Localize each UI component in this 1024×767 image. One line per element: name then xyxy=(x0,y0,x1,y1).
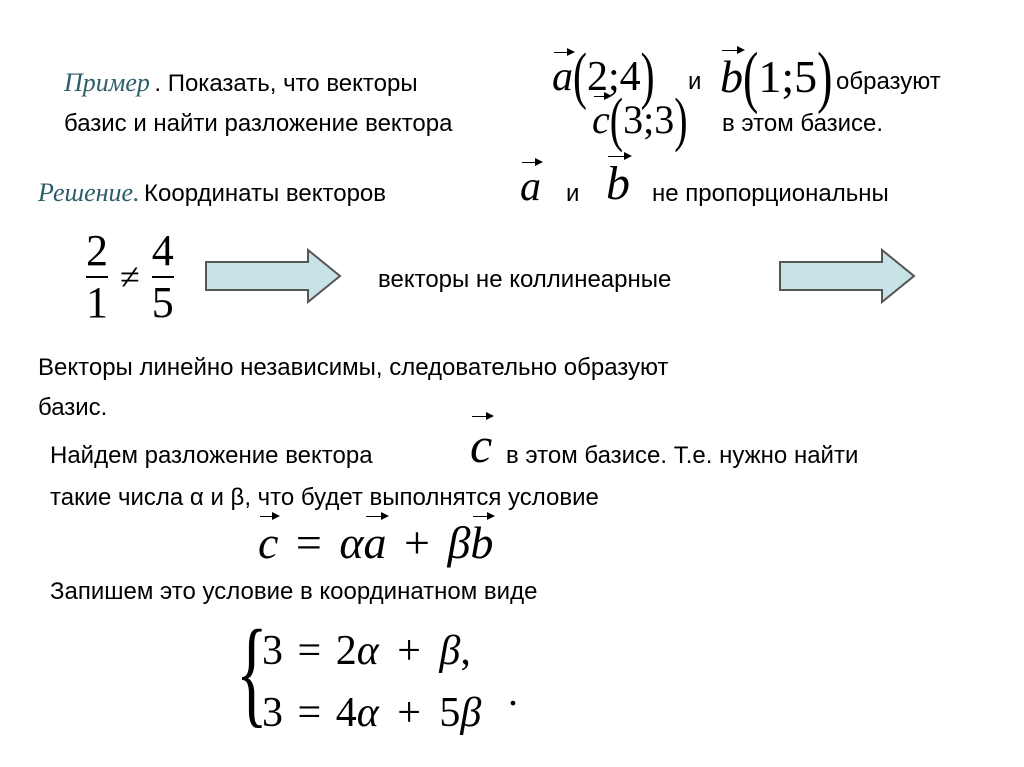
and-1: и xyxy=(688,68,702,95)
example-text-2: образуют xyxy=(836,68,941,95)
fraction-2: $\frac{4}{5}$ xyxy=(151,226,174,328)
vector-a-symbol: a xyxy=(552,54,573,100)
solution-label: Решение. xyxy=(38,178,140,207)
example-line-2: базис и найти разложение вектора xyxy=(64,110,453,137)
vector-c-symbol: c xyxy=(592,97,610,142)
example-line-2-end: в этом базисе. xyxy=(722,110,884,137)
not-equal-sign: ≠ xyxy=(120,257,140,298)
conclusion-line-1: Векторы линейно независимы, следовательно образуют xyxy=(38,354,669,381)
right-arrow-icon xyxy=(204,248,344,304)
fraction-1: $\frac{2}{1}$ xyxy=(86,226,108,328)
vector-b-values: 1;5 xyxy=(758,51,818,102)
solution-end: не пропорциональны xyxy=(652,180,889,207)
solution-line xyxy=(38,180,386,206)
find-text-1: Найдем разложение вектора xyxy=(50,442,373,469)
conclusion-line-2: базис. xyxy=(38,394,108,421)
example-line-1 xyxy=(64,70,418,96)
solution-and: и xyxy=(566,180,580,207)
find-line-2: такие числа α и β, что будет выполнятся условие xyxy=(50,484,599,511)
system-period: . xyxy=(508,669,518,714)
collinear-text: векторы не коллинеарные xyxy=(378,266,672,293)
vector-a-values: 2;4 xyxy=(587,54,641,100)
solution-vec-a: a xyxy=(520,164,541,210)
example-label: Пример xyxy=(64,68,150,97)
system-eq-2: 3 = 4α + 5β xyxy=(262,690,482,736)
solution-vec-b: b xyxy=(606,157,630,210)
vector-b-symbol: b xyxy=(720,51,743,102)
vector-b-coords: b(1;5) xyxy=(720,38,833,115)
main-equation: c = αa + βb xyxy=(258,517,494,568)
ratio-expression xyxy=(86,228,174,326)
right-arrow-icon-2 xyxy=(778,248,918,304)
find-text-2: в этом базисе. Т.е. нужно найти xyxy=(506,442,859,469)
example-text-1: . Показать, что векторы xyxy=(154,70,418,97)
coord-text: Запишем это условие в координатном виде xyxy=(50,578,538,605)
vector-c-values: 3;3 xyxy=(623,97,675,142)
vector-c-coords: c(3;3) xyxy=(592,85,688,153)
solution-text: Координаты векторов xyxy=(144,180,387,207)
find-vec-c: c xyxy=(470,417,493,473)
system-eq-1: 3 = 2α + β, xyxy=(262,628,471,674)
vector-a-coords: a(2;4) xyxy=(552,42,655,112)
system-brace: { xyxy=(236,605,268,738)
